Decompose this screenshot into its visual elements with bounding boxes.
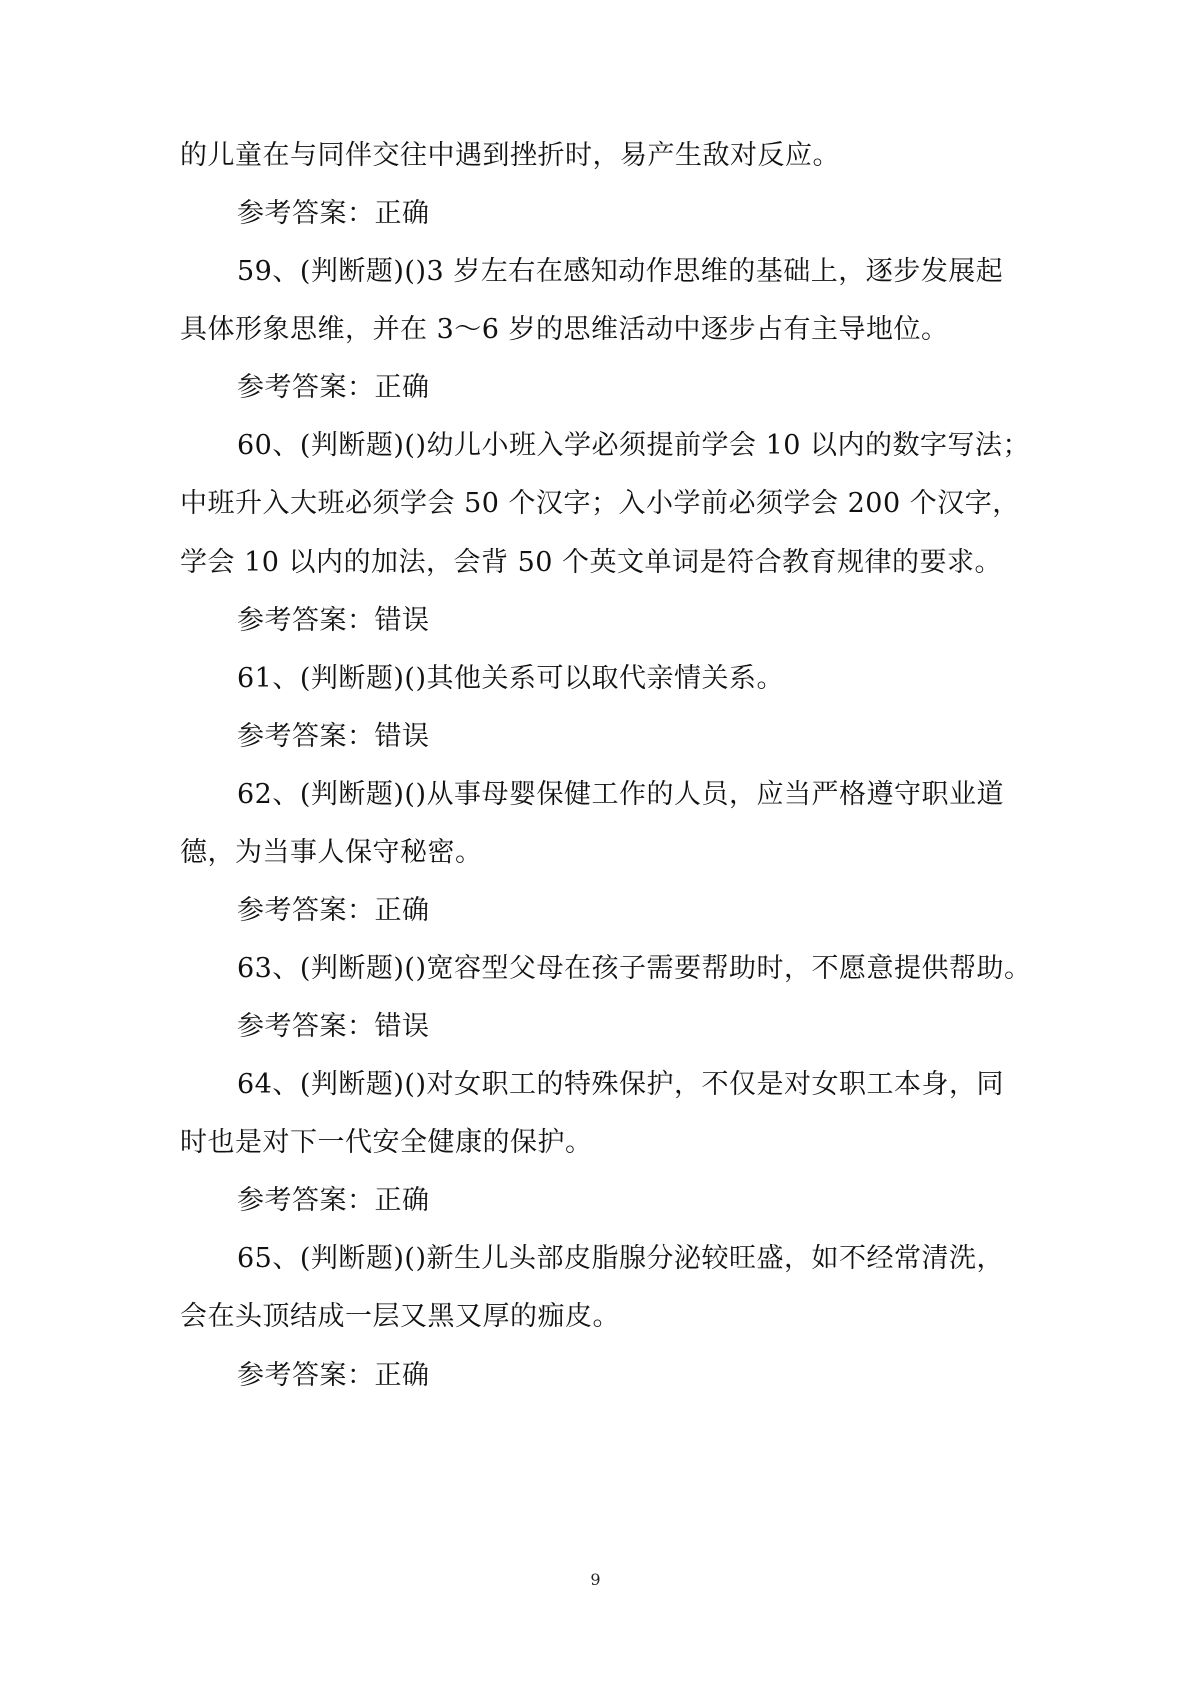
text-line: 的儿童在与同伴交往中遇到挫折时，易产生敌对反应。 [180, 140, 840, 171]
text-line: 中班升入大班必须学会 50 个汉字；入小学前必须学会 200 个汉字， [180, 488, 1020, 519]
page-number: 9 [590, 1570, 601, 1589]
answer-line: 参考答案：错误 [237, 1011, 430, 1042]
question-line: 59、(判断题)()3 岁左右在感知动作思维的基础上，逐步发展起 [237, 256, 1004, 287]
answer-line: 参考答案：错误 [237, 605, 430, 636]
answer-line: 参考答案：正确 [237, 1185, 430, 1216]
question-line: 61、(判断题)()其他关系可以取代亲情关系。 [237, 663, 784, 694]
question-line: 63、(判断题)()宽容型父母在孩子需要帮助时，不愿意提供帮助。 [237, 953, 1032, 984]
text-line: 学会 10 以内的加法，会背 50 个英文单词是符合教育规律的要求。 [180, 547, 1003, 578]
question-line: 60、(判断题)()幼儿小班入学必须提前学会 10 以内的数字写法； [237, 430, 1031, 461]
question-line: 62、(判断题)()从事母婴保健工作的人员，应当严格遵守职业道 [237, 779, 1004, 810]
answer-line: 参考答案：正确 [237, 895, 430, 926]
answer-line: 参考答案：正确 [237, 372, 430, 403]
question-line: 65、(判断题)()新生儿头部皮脂腺分泌较旺盛，如不经常清洗， [237, 1243, 1004, 1274]
text-line: 时也是对下一代安全健康的保护。 [180, 1127, 593, 1158]
text-line: 具体形象思维，并在 3～6 岁的思维活动中逐步占有主导地位。 [180, 314, 949, 345]
text-line: 德，为当事人保守秘密。 [180, 837, 483, 868]
text-line: 会在头顶结成一层又黑又厚的痂皮。 [180, 1301, 620, 1332]
answer-line: 参考答案：错误 [237, 721, 430, 752]
question-line: 64、(判断题)()对女职工的特殊保护，不仅是对女职工本身，同 [237, 1069, 1004, 1100]
answer-line: 参考答案：正确 [237, 1360, 430, 1391]
answer-line: 参考答案：正确 [237, 198, 430, 229]
